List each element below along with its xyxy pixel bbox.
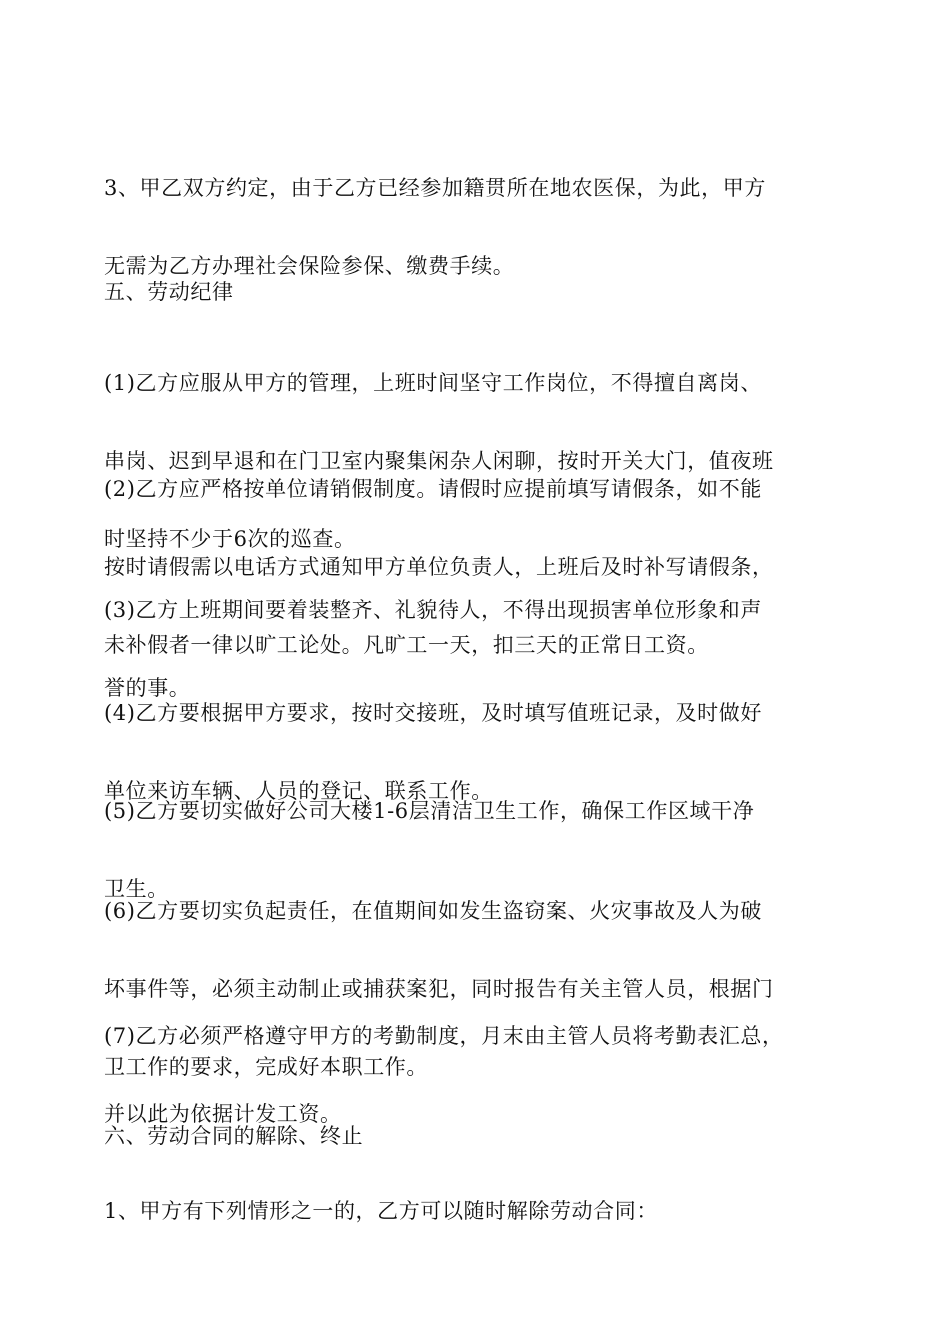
text-line: 卫生。 [104,877,169,901]
text-line: (2)乙方应严格按单位请销假制度。请假时应提前填写请假条，如不能 [104,477,762,501]
text-line: 按时请假需以电话方式通知甲方单位负责人，上班后及时补写请假条， [104,555,774,579]
text-line: 卫工作的要求，完成好本职工作。 [104,1055,428,1079]
text-line: (6)乙方要切实负起责任，在值期间如发生盗窃案、火灾事故及人为破 [104,899,762,923]
text-line: 五、劳动纪律 [104,280,234,304]
text-line: 未补假者一律以旷工论处。凡旷工一天，扣三天的正常日工资。 [104,633,709,657]
text-line: 无需为乙方办理社会保险参保、缴费手续。 [104,254,515,278]
text-line: 3、甲乙双方约定，由于乙方已经参加籍贯所在地农医保，为此，甲方 [104,176,766,200]
text-line: 时坚持不少于6次的巡查。 [104,527,356,551]
text-line: 串岗、迟到早退和在门卫室内聚集闲杂人闲聊，按时开关大门，值夜班 [104,449,774,473]
text-line: 并以此为依据计发工资。 [104,1102,342,1126]
text-line: 单位来访车辆、人员的登记、联系工作。 [104,779,493,803]
text-line: (3)乙方上班期间要着装整齐、礼貌待人，不得出现损害单位形象和声 [104,598,762,622]
text-line: 1、甲方有下列情形之一的，乙方可以随时解除劳动合同： [104,1199,658,1223]
text-line: 六、劳动合同的解除、终止 [104,1124,364,1148]
text-line: (7)乙方必须严格遵守甲方的考勤制度，月末由主管人员将考勤表汇总， [104,1024,784,1048]
text-line: 誉的事。 [104,676,191,700]
text-line: (1)乙方应服从甲方的管理，上班时间坚守工作岗位，不得擅自离岗、 [104,371,762,395]
paragraph-termination-clause-1 [104,1146,854,1276]
text-line: (4)乙方要根据甲方要求，按时交接班，及时填写值班记录，及时做好 [104,701,762,725]
text-line: 坏事件等，必须主动制止或捕获案犯，同时报告有关主管人员，根据门 [104,977,774,1001]
text-line: (5)乙方要切实做好公司大楼1-6层清洁卫生工作，确保工作区域干净 [104,799,755,823]
